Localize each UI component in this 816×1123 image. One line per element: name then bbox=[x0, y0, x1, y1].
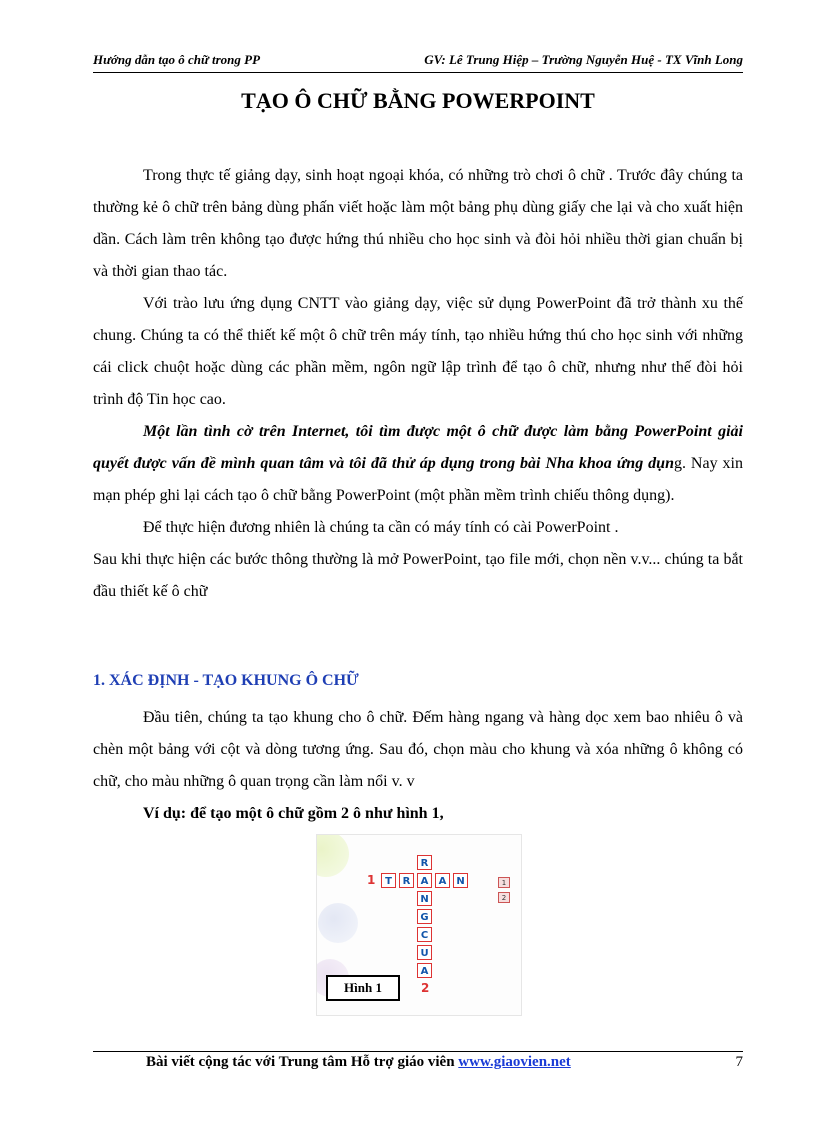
crossword-cell: N bbox=[417, 891, 432, 906]
figure-caption: Hình 1 bbox=[326, 975, 400, 1001]
crossword-cell: N bbox=[453, 873, 468, 888]
section-1-heading: 1. XÁC ĐỊNH - TẠO KHUNG Ô CHỮ bbox=[93, 672, 359, 689]
document-title: TẠO Ô CHỮ BẰNG POWERPOINT bbox=[241, 88, 595, 113]
crossword-cell: G bbox=[417, 909, 432, 924]
section-1-body bbox=[93, 702, 743, 830]
crossword-cell: A bbox=[417, 873, 432, 888]
crossword-cell: U bbox=[417, 945, 432, 960]
paragraph-1: Trong thực tế giảng dạy, sinh hoạt ngoại khóa, có những trò chơi ô chữ . Trước đây chúng ta thường kẻ ô chữ trên bảng dùng phấn viết hoặc làm một bảng phụ dùng giấy che lại và cho xuất hiện dần. Cách làm trên không tạo được hứng thú nhiều cho học sinh và đòi hỏi nhiều thời gian chuẩn bị và thời gian thao tác. bbox=[93, 167, 743, 280]
footer-rule bbox=[93, 1051, 743, 1052]
intro-body bbox=[93, 160, 743, 608]
column-2-number: 2 bbox=[421, 981, 430, 995]
crossword-cell: A bbox=[417, 963, 432, 978]
example-line: Ví dụ: để tạo một ô chữ gồm 2 ô như hình 1, bbox=[143, 805, 444, 822]
footer-label: Bài viết cộng tác với Trung tâm Hỗ trợ giáo viên bbox=[146, 1054, 459, 1070]
header-right: GV: Lê Trung Hiệp – Trường Nguyễn Huệ - TX Vĩnh Long bbox=[424, 52, 743, 67]
paragraph-3-emphasis: Một lần tình cờ trên Internet, tôi tìm được một ô chữ được làm bằng PowerPoint giải quyết được vấn đề mình quan tâm và tôi đã thử áp dụng trong bài Nha khoa ứng dụn bbox=[93, 423, 743, 472]
paragraph-2: Với trào lưu ứng dụng CNTT vào giảng dạy, việc sử dụng PowerPoint đã trở thành xu thế chung. Chúng ta có thể thiết kế một ô chữ trên máy tính, tạo nhiều hứng thú cho học sinh với những cái click chuột hoặc dùng các phần mềm, ngôn ngữ lập trình để tạo ô chữ, nhưng như thế đòi hỏi trình độ Tin học cao. bbox=[93, 295, 743, 408]
crossword-cell: R bbox=[399, 873, 414, 888]
paragraph-5: Sau khi thực hiện các bước thông thường là mở PowerPoint, tạo file mới, chọn nền v.v... chúng ta bắt đầu thiết kế ô chữ bbox=[93, 551, 743, 600]
crossword-cell: R bbox=[417, 855, 432, 870]
row-1-number: 1 bbox=[367, 873, 376, 887]
decor-bubble bbox=[318, 903, 358, 943]
crossword-cell: A bbox=[435, 873, 450, 888]
crossword-cell: C bbox=[417, 927, 432, 942]
crossword-cell: T bbox=[381, 873, 396, 888]
page-header bbox=[93, 52, 743, 72]
page-number: 7 bbox=[735, 1054, 743, 1070]
footer-link[interactable]: www.giaovien.net bbox=[458, 1054, 571, 1070]
crossword-figure bbox=[316, 834, 522, 1016]
page-footer bbox=[93, 1054, 743, 1074]
paragraph-4: Để thực hiện đương nhiên là chúng ta cần có máy tính có cài PowerPoint . bbox=[143, 519, 619, 536]
decor-bubble bbox=[316, 834, 349, 877]
header-rule bbox=[93, 72, 743, 73]
nav-button-1[interactable]: 1 bbox=[498, 877, 510, 888]
section-1-text: Đầu tiên, chúng ta tạo khung cho ô chữ. Đếm hàng ngang và hàng dọc xem bao nhiêu ô và chèn một bảng với cột và dòng tương ứng. Sau đó, chọn màu cho khung và xóa những ô không có chữ, cho màu những ô quan trọng cần làm nổi v. v bbox=[93, 709, 743, 790]
header-left: Hướng dẫn tạo ô chữ trong PP bbox=[93, 52, 261, 67]
paragraph-3-rest: g. Nay xin mạn phép ghi lại cách tạo ô chữ bằng PowerPoint (một phần mềm trình chiếu thông dụng). bbox=[93, 455, 743, 504]
nav-button-2[interactable]: 2 bbox=[498, 892, 510, 903]
footer-text bbox=[146, 1054, 571, 1071]
paragraph-3 bbox=[93, 416, 743, 512]
